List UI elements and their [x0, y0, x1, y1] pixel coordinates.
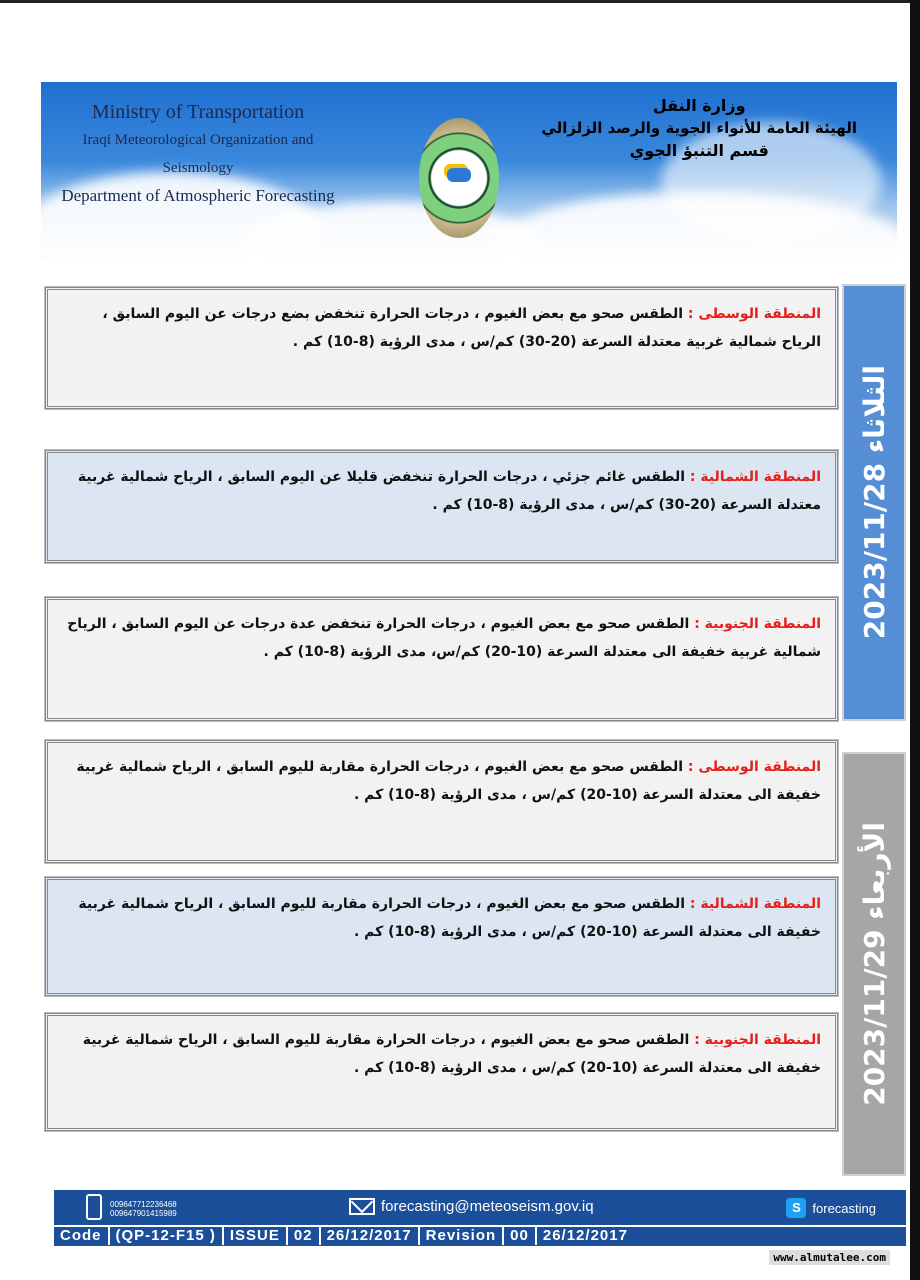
forecast-box-south [45, 1013, 838, 1131]
forecast-text: الطقس صحو مع بعض الغيوم ، درجات الحرارة مقاربة لليوم السابق ، الرياح شمالية غربية خفيفة الى معتدلة السرعة (10-20) كم/س ، مدى الرؤية (8-10) كم . [76, 759, 821, 803]
revision-label: Revision [420, 1227, 505, 1245]
region-name: المنطقة الشمالية : [689, 896, 821, 912]
forecast-text: الطقس صحو مع بعض الغيوم ، درجات الحرارة مقاربة لليوم السابق ، الرياح شمالية غربية خفيفة الى معتدلة السرعة (10-20) كم/س ، مدى الرؤية (8-10) كم . [78, 896, 821, 940]
skype-icon: S [786, 1198, 806, 1218]
region-name: المنطقة الشمالية : [689, 469, 821, 485]
phone-numbers [110, 1200, 177, 1218]
region-name: المنطقة الجنوبية : [694, 616, 821, 632]
day-date-label: الأربعاء 2023/11/29 [857, 822, 891, 1106]
region-name: المنطقة الجنوبية : [694, 1032, 821, 1048]
page-edge [0, 0, 920, 3]
code-label: Code [54, 1227, 110, 1245]
ministry-name-ar: وزارة النقل [652, 96, 746, 115]
skype-name: forecasting [812, 1200, 876, 1216]
forecast-box-central [45, 740, 838, 863]
forecast-text: الطقس صحو مع بعض الغيوم ، درجات الحرارة مقاربة لليوم السابق ، الرياح شمالية غربية خفيفة الى معتدلة السرعة (10-20) كم/س ، مدى الرؤية (8-10) كم . [82, 1032, 821, 1076]
header-english [53, 98, 343, 210]
forecast-text: الطقس غائم جزئي ، درجات الحرارة تنخفض قليلا عن اليوم السابق ، الرياح شمالية غربية معتدلة السرعة (20-30) كم/س ، مدى الرؤية (8-10) كم . [77, 469, 821, 513]
forecast-box-north [45, 877, 838, 996]
issue-value: 02 [288, 1227, 321, 1245]
mobile-phone-icon [86, 1194, 102, 1220]
footer-bar [54, 1190, 906, 1246]
department-name: Department of Atmospheric Forecasting [61, 186, 335, 205]
document-code-row [54, 1225, 906, 1245]
day-panel-tuesday [842, 284, 906, 721]
phone-number: 009647901415989 [110, 1209, 177, 1218]
header-arabic [541, 96, 857, 160]
header-banner [41, 82, 897, 258]
email-address: forecasting@meteoseism.gov.iq [381, 1198, 594, 1215]
page-edge [910, 0, 920, 1280]
forecast-box-north [45, 450, 838, 563]
forecast-text: الطقس صحو مع بعض الغيوم ، درجات الحرارة تنخفض بضع درجات عن اليوم السابق ، الرياح شمالية غربية معتدلة السرعة (20-30) كم/س ، مدى الرؤية (8-10) كم . [102, 306, 821, 350]
day-panel-wednesday [842, 752, 906, 1176]
organization-name-ar: الهيئة العامة للأنواء الجوية والرصد الزلزالي [541, 119, 857, 137]
organization-name: Iraqi Meteorological Organization and Seismology [82, 132, 314, 176]
forecast-box-south [45, 597, 838, 721]
issue-date: 26/12/2017 [321, 1227, 420, 1245]
region-name: المنطقة الوسطى : [687, 306, 821, 322]
phone-number: 009647712236468 [110, 1200, 177, 1209]
forecast-text: الطقس صحو مع بعض الغيوم ، درجات الحرارة تنخفض عدة درجات عن اليوم السابق ، الرياح شمالية غربية خفيفة الى معتدلة السرعة (10-20) كم/س، مدى الرؤية (8-10) كم . [67, 616, 821, 660]
region-name: المنطقة الوسطى : [687, 759, 821, 775]
watermark: www.almutalee.com [769, 1250, 890, 1265]
issue-label: ISSUE [224, 1227, 288, 1245]
revision-value: 00 [504, 1227, 537, 1245]
envelope-icon [349, 1198, 375, 1215]
day-date-label: الثلاثاء 2023/11/28 [857, 365, 891, 640]
revision-date: 26/12/2017 [542, 1227, 628, 1244]
forecast-box-central [45, 287, 838, 409]
email-contact[interactable] [349, 1198, 594, 1215]
skype-contact[interactable] [786, 1198, 876, 1218]
organization-logo [419, 118, 499, 238]
code-value: (QP-12-F15 ) [110, 1227, 224, 1245]
ministry-name: Ministry of Transportation [91, 101, 305, 123]
department-name-ar: قسم التنبؤ الجوي [629, 141, 769, 160]
